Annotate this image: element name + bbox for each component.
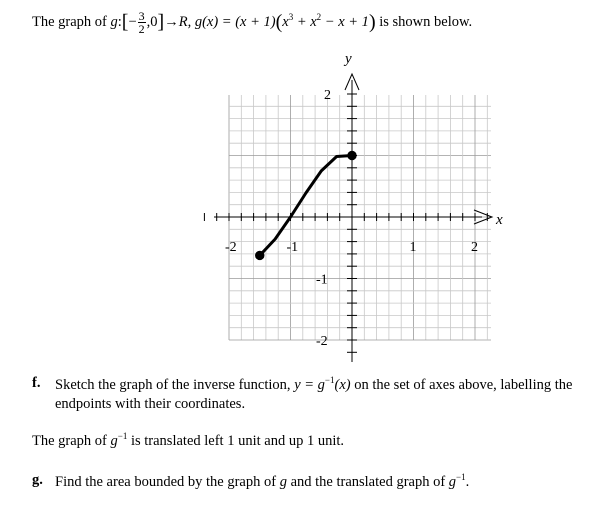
part-f-text — [55, 375, 572, 394]
exponent-2: 2 — [316, 11, 322, 22]
definition-plus-x2: + x — [293, 13, 317, 30]
y-tick-label: -1 — [316, 272, 328, 288]
part-g-label: g. — [32, 472, 43, 488]
fraction-numerator: 3 — [138, 9, 145, 23]
fraction-denominator: 2 — [138, 22, 145, 36]
y-tick-label: -2 — [316, 334, 328, 349]
x-tick-label: -1 — [286, 240, 299, 255]
part-f-text-c: endpoints with their coordinates. — [55, 396, 246, 412]
part-f-text-a: Sketch the graph of the inverse function, — [55, 377, 291, 393]
y-axis-label: y — [345, 51, 352, 67]
definition-tail: − x + 1 — [321, 13, 369, 30]
interval-neg: − — [128, 13, 137, 30]
part-g-text-b: and the translated graph of — [290, 474, 446, 490]
close-paren: ) — [368, 10, 376, 33]
tick-marks — [204, 94, 487, 352]
endpoint-dot — [348, 151, 356, 159]
definition-lhs: , g(x) = (x + 1) — [187, 13, 276, 30]
intro-func: g — [110, 13, 118, 30]
codomain: R — [178, 13, 188, 30]
left-bracket: [ — [121, 10, 129, 33]
part-g-g2: g — [448, 474, 457, 490]
inverse-eq-exponent: −1 — [324, 375, 335, 385]
part-g-text — [55, 472, 469, 491]
endpoint-dot — [256, 251, 264, 259]
part-f-label: f. — [32, 375, 41, 391]
definition-x3: x — [282, 13, 289, 30]
x-axis-label: x — [496, 212, 503, 228]
x-tick-label: 1 — [409, 240, 417, 255]
intro-suffix: is shown below. — [379, 13, 473, 30]
open-paren: ( — [275, 10, 283, 33]
mapping-arrow: → — [164, 13, 179, 30]
right-bracket: ] — [157, 10, 165, 33]
part-g-g: g — [279, 474, 287, 490]
inverse-eq-lhs: y = g — [294, 377, 325, 393]
intro-prefix: The graph of — [32, 13, 107, 30]
x-tick-label: 2 — [471, 240, 478, 255]
part-f-text-b: on the set of axes above, labelling the — [354, 377, 573, 393]
intro-colon: : — [117, 13, 122, 30]
translation-prefix: The graph of — [32, 433, 107, 449]
interval-end: ,0 — [146, 13, 158, 30]
translation-exponent: −1 — [117, 431, 128, 441]
inverse-eq-rhs: (x) — [334, 377, 351, 393]
x-tick-label: -2 — [225, 240, 237, 255]
translation-line — [32, 431, 344, 450]
part-g-end: . — [465, 474, 470, 490]
translation-suffix: is translated left 1 unit and up 1 unit. — [130, 433, 345, 449]
translation-g: g — [110, 433, 118, 449]
exponent-3: 3 — [288, 11, 294, 22]
part-g-exponent: −1 — [456, 472, 466, 482]
curve-g — [260, 156, 352, 256]
part-g-text-a: Find the area bounded by the graph of — [55, 474, 277, 490]
y-tick-label: 2 — [324, 88, 331, 103]
